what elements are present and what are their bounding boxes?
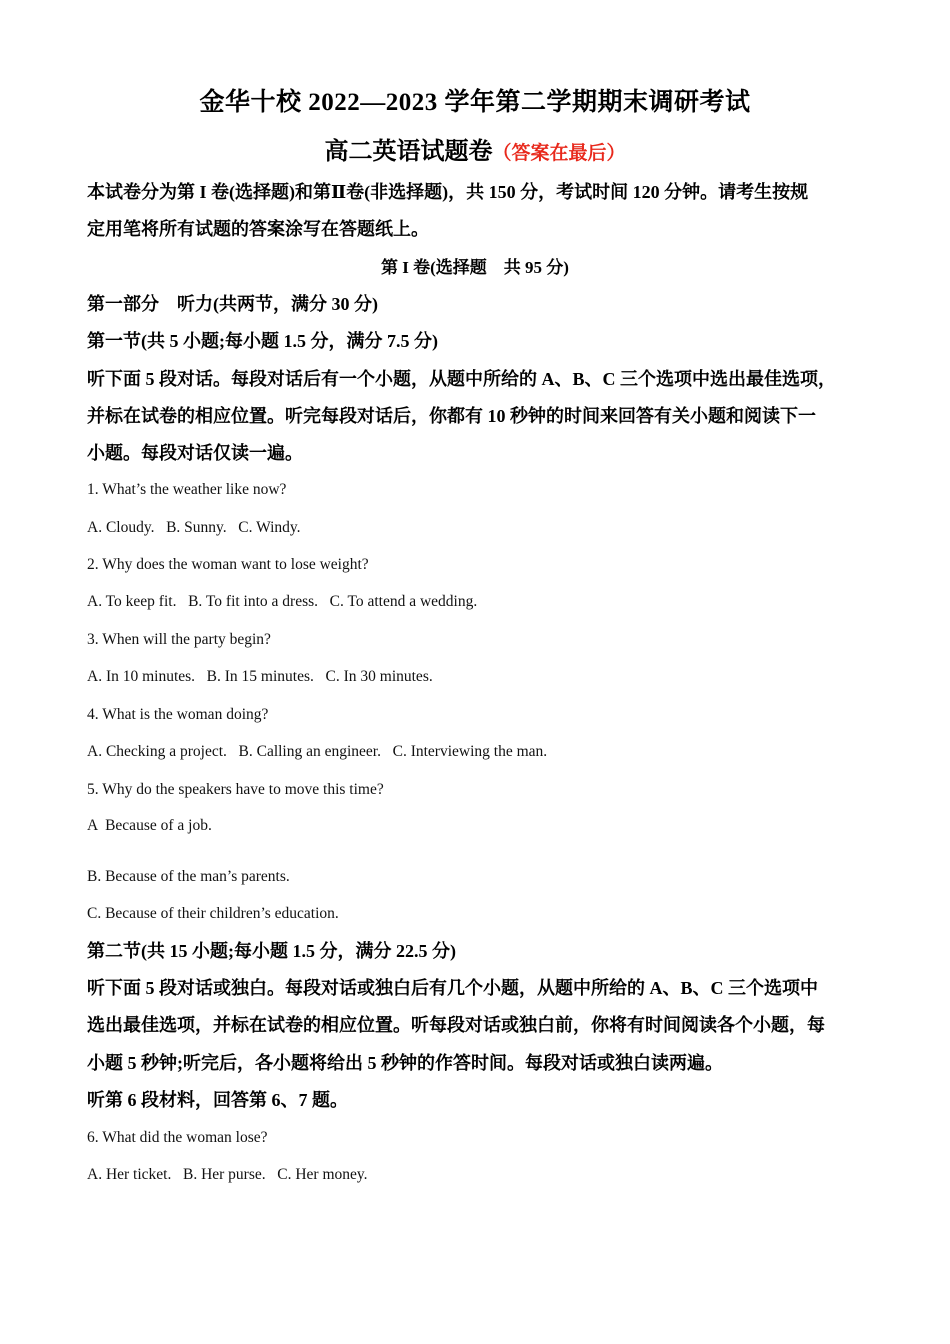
question-6-options: A. Her ticket. B. Her purse. C. Her money.	[87, 1166, 368, 1183]
exam-subtitle	[0, 131, 950, 166]
question-1: 1. What’s the weather like now?	[87, 481, 287, 498]
intro-line-1: 本试卷分为第 I 卷(选择题)和第Ⅱ卷(非选择题)，共 150 分，考试时间 120 分钟。请考生按规	[87, 182, 809, 202]
question-6: 6. What did the woman lose?	[87, 1129, 268, 1146]
section2-instruction-1: 听下面 5 段对话或独白。每段对话或独白后有几个小题，从题中所给的 A、B、C 三个选项中	[87, 978, 818, 998]
question-4-options: A. Checking a project. B. Calling an engineer. C. Interviewing the man.	[87, 743, 548, 760]
section1-instruction-1: 听下面 5 段对话。每段对话后有一个小题，从题中所给的 A、B、C 三个选项中选出最佳选项，	[87, 369, 836, 389]
material-6-heading: 听第 6 段材料，回答第 6、7 题。	[87, 1090, 348, 1110]
question-2: 2. Why does the woman want to lose weight?	[87, 556, 369, 573]
section2-heading: 第二节(共 15 小题;每小题 1.5 分，满分 22.5 分)	[87, 941, 456, 961]
part1-heading: 第一部分 听力(共两节，满分 30 分)	[87, 294, 378, 314]
answer-note: （答案在最后）	[492, 143, 626, 164]
question-3-options: A. In 10 minutes. B. In 15 minutes. C. In 30 minutes.	[87, 668, 433, 685]
section1-heading: 第一节(共 5 小题;每小题 1.5 分，满分 7.5 分)	[87, 331, 438, 351]
section2-instruction-3: 小题 5 秒钟;听完后，各小题将给出 5 秒钟的作答时间。每段对话或独白读两遍。	[87, 1053, 723, 1073]
question-5: 5. Why do the speakers have to move this time?	[87, 781, 384, 798]
section1-instruction-2: 并标在试卷的相应位置。听完每段对话后，你都有 10 秒钟的时间来回答有关小题和阅读下一	[87, 406, 816, 426]
exam-title: 金华十校 2022—2023 学年第二学期期末调研考试	[199, 89, 751, 116]
question-1-options: A. Cloudy. B. Sunny. C. Windy.	[87, 519, 301, 536]
question-4: 4. What is the woman doing?	[87, 706, 269, 723]
intro-line-2: 定用笔将所有试题的答案涂写在答题纸上。	[87, 219, 429, 239]
subtitle-text: 高二英语试题卷	[324, 139, 493, 165]
volume-heading: 第 I 卷(选择题 共 95 分)	[381, 258, 569, 277]
question-2-options: A. To keep fit. B. To fit into a dress. C. To attend a wedding.	[87, 593, 478, 610]
question-5-option-a: A Because of a job.	[87, 817, 212, 834]
question-3: 3. When will the party begin?	[87, 631, 271, 648]
section1-instruction-3: 小题。每段对话仅读一遍。	[87, 443, 303, 463]
question-5-option-b: B. Because of the man’s parents.	[87, 868, 290, 885]
section2-instruction-2: 选出最佳选项，并标在试卷的相应位置。听每段对话或独白前，你将有时间阅读各个小题，每	[87, 1015, 825, 1035]
question-5-option-c: C. Because of their children’s education.	[87, 905, 339, 922]
